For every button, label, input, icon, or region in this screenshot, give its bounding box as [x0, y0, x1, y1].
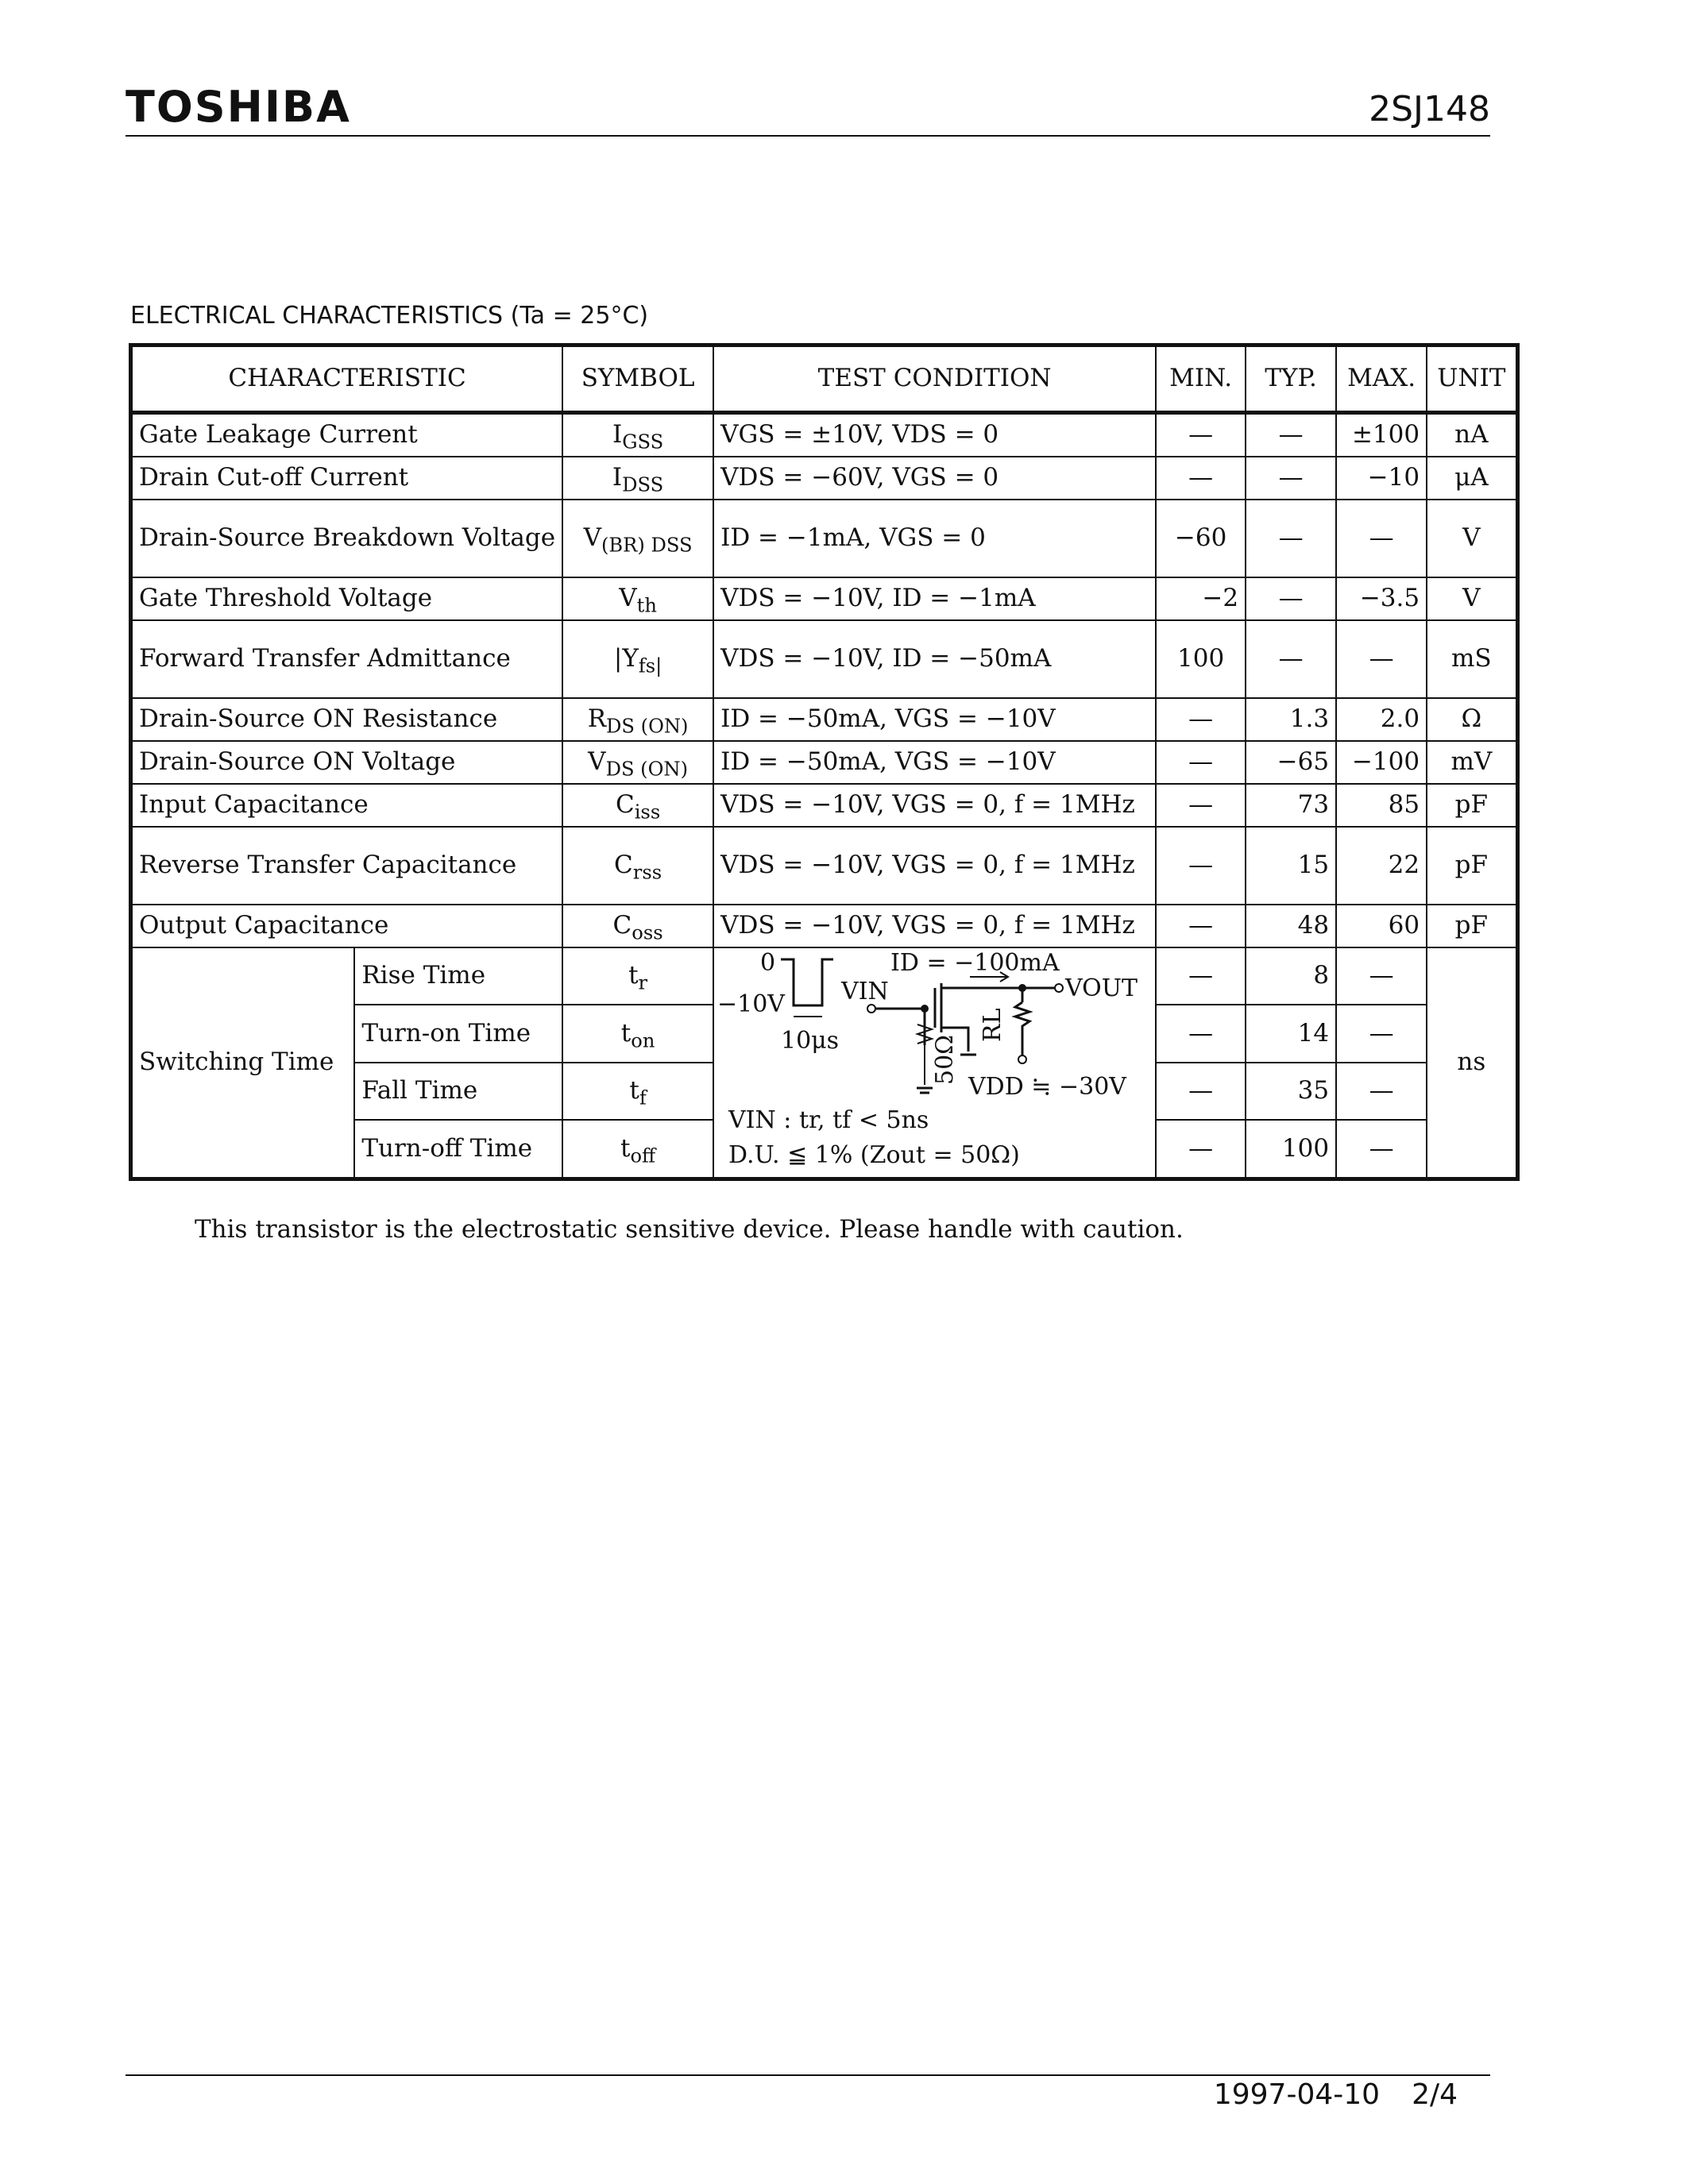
min-cell: — — [1156, 698, 1246, 741]
max-cell: — — [1336, 1063, 1427, 1120]
symbol-cell: $t_{off}$ — [562, 1120, 713, 1179]
footer-rule — [126, 2074, 1490, 2076]
circuit-label: 50Ω — [931, 1034, 960, 1085]
symbol-cell: $t_{on}$ — [562, 1005, 713, 1062]
min-cell: — — [1156, 413, 1246, 457]
unit-cell: nA — [1427, 413, 1517, 457]
circuit-label: VOUT — [1065, 974, 1138, 1002]
characteristic-cell: Output Capacitance — [131, 905, 563, 947]
table-header-row — [131, 345, 1518, 413]
characteristic-cell: Gate Leakage Current — [131, 413, 563, 457]
table-row — [131, 500, 1518, 577]
table-row — [131, 741, 1518, 784]
switching-name-cell: Turn-off Time — [354, 1120, 562, 1179]
switching-name-cell: Fall Time — [354, 1063, 562, 1120]
symbol-cell: $C_{rss}$ — [562, 827, 713, 905]
min-cell: — — [1156, 784, 1246, 827]
symbol-cell: $V_{th}$ — [562, 577, 713, 620]
typ-cell: — — [1246, 620, 1336, 698]
unit-cell: pF — [1427, 784, 1517, 827]
condition-cell: VDS = −10V, ID = −1mA — [713, 577, 1156, 620]
unit-cell: mV — [1427, 741, 1517, 784]
typ-cell: — — [1246, 577, 1336, 620]
max-cell: 85 — [1336, 784, 1427, 827]
min-cell: — — [1156, 947, 1246, 1005]
switching-name-cell: Rise Time — [354, 947, 562, 1005]
condition-cell: VDS = −10V, VGS = 0, f = 1MHz — [713, 784, 1156, 827]
typ-cell: 100 — [1246, 1120, 1336, 1179]
column-header: MIN. — [1156, 345, 1246, 413]
table-row — [131, 827, 1518, 905]
table-row — [131, 947, 1518, 1005]
typ-cell: 8 — [1246, 947, 1336, 1005]
symbol-cell: $|Y_{fs|}$ — [562, 620, 713, 698]
table-row — [131, 620, 1518, 698]
electrical-characteristics-table — [129, 343, 1520, 1181]
condition-cell: ID = −50mA, VGS = −10V — [713, 698, 1156, 741]
condition-cell: VDS = −10V, VGS = 0, f = 1MHz — [713, 827, 1156, 905]
circuit-label: 10μs — [781, 1027, 840, 1055]
column-header: CHARACTERISTIC — [131, 345, 563, 413]
characteristic-cell: Drain-Source ON Voltage — [131, 741, 563, 784]
footer — [1213, 2078, 1458, 2111]
typ-cell: 14 — [1246, 1005, 1336, 1062]
min-cell: — — [1156, 905, 1246, 947]
min-cell: — — [1156, 1120, 1246, 1179]
switching-group-label: Switching Time — [131, 947, 355, 1179]
min-cell: −60 — [1156, 500, 1246, 577]
unit-cell: V — [1427, 500, 1517, 577]
min-cell: −2 — [1156, 577, 1246, 620]
condition-cell: ID = −50mA, VGS = −10V — [713, 741, 1156, 784]
condition-cell: VDS = −10V, VGS = 0, f = 1MHz — [713, 905, 1156, 947]
characteristic-cell: Drain-Source ON Resistance — [131, 698, 563, 741]
unit-cell: mS — [1427, 620, 1517, 698]
table-row — [131, 905, 1518, 947]
characteristic-cell: Forward Transfer Admittance — [131, 620, 563, 698]
symbol-cell: $I_{DSS}$ — [562, 457, 713, 500]
characteristic-cell: Gate Threshold Voltage — [131, 577, 563, 620]
part-number: 2SJ148 — [1369, 89, 1490, 129]
unit-cell: Ω — [1427, 698, 1517, 741]
symbol-cell: $C_{oss}$ — [562, 905, 713, 947]
circuit-label: D.U. ≦ 1% (Zout = 50Ω) — [728, 1141, 1020, 1169]
brand-logo: TOSHIBA — [126, 82, 351, 132]
footer-date: 1997-04-10 — [1213, 2078, 1381, 2111]
typ-cell: 35 — [1246, 1063, 1336, 1120]
max-cell: −100 — [1336, 741, 1427, 784]
min-cell: — — [1156, 1005, 1246, 1062]
symbol-cell: $I_{GSS}$ — [562, 413, 713, 457]
symbol-cell: $t_r$ — [562, 947, 713, 1005]
circuit-label: VDD ≒ −30V — [968, 1073, 1127, 1101]
min-cell: — — [1156, 827, 1246, 905]
min-cell: 100 — [1156, 620, 1246, 698]
condition-cell: VDS = −10V, ID = −50mA — [713, 620, 1156, 698]
unit-cell: pF — [1427, 905, 1517, 947]
symbol-cell: $t_f$ — [562, 1063, 713, 1120]
typ-cell: 48 — [1246, 905, 1336, 947]
switching-name-cell: Turn-on Time — [354, 1005, 562, 1062]
table-row — [131, 413, 1518, 457]
circuit-label: VIN : tr, tf < 5ns — [728, 1106, 929, 1134]
column-header: SYMBOL — [562, 345, 713, 413]
caution-note: This transistor is the electrostatic sensitive device. Please handle with caution. — [195, 1215, 1184, 1244]
max-cell: — — [1336, 1005, 1427, 1062]
typ-cell: 15 — [1246, 827, 1336, 905]
max-cell: — — [1336, 620, 1427, 698]
condition-cell: ID = −1mA, VGS = 0 — [713, 500, 1156, 577]
circuit-label: −10V — [717, 990, 786, 1018]
section-title: ELECTRICAL CHARACTERISTICS (Ta = 25°C) — [130, 302, 649, 330]
column-header: MAX. — [1336, 345, 1427, 413]
typ-cell: — — [1246, 457, 1336, 500]
condition-cell: VDS = −60V, VGS = 0 — [713, 457, 1156, 500]
unit-cell: μA — [1427, 457, 1517, 500]
min-cell: — — [1156, 457, 1246, 500]
circuit-label: VIN — [841, 978, 889, 1005]
column-header: TEST CONDITION — [713, 345, 1156, 413]
typ-cell: 73 — [1246, 784, 1336, 827]
characteristic-cell: Drain Cut-off Current — [131, 457, 563, 500]
symbol-cell: $R_{DS (ON)}$ — [562, 698, 713, 741]
symbol-cell: $V_{DS (ON)}$ — [562, 741, 713, 784]
max-cell: −10 — [1336, 457, 1427, 500]
max-cell: 22 — [1336, 827, 1427, 905]
max-cell: — — [1336, 1120, 1427, 1179]
unit-cell: V — [1427, 577, 1517, 620]
typ-cell: — — [1246, 500, 1336, 577]
max-cell: −3.5 — [1336, 577, 1427, 620]
table-row — [131, 457, 1518, 500]
circuit-label: RL — [979, 1008, 1007, 1042]
max-cell: ±100 — [1336, 413, 1427, 457]
symbol-cell: $C_{iss}$ — [562, 784, 713, 827]
typ-cell: — — [1246, 413, 1336, 457]
header-rule — [126, 135, 1490, 137]
min-cell: — — [1156, 741, 1246, 784]
unit-cell: pF — [1427, 827, 1517, 905]
test-circuit-diagram — [713, 947, 1156, 1179]
symbol-cell: $V_{(BR) DSS}$ — [562, 500, 713, 577]
typ-cell: −65 — [1246, 741, 1336, 784]
table-row — [131, 577, 1518, 620]
footer-page: 2/4 — [1412, 2078, 1458, 2111]
characteristic-cell: Drain-Source Breakdown Voltage — [131, 500, 563, 577]
table-row — [131, 784, 1518, 827]
min-cell: — — [1156, 1063, 1246, 1120]
max-cell: 2.0 — [1336, 698, 1427, 741]
unit-cell: ns — [1427, 947, 1517, 1179]
column-header: TYP. — [1246, 345, 1336, 413]
table-row — [131, 698, 1518, 741]
max-cell: — — [1336, 500, 1427, 577]
circuit-label: ID = −100mA — [890, 949, 1060, 977]
max-cell: — — [1336, 947, 1427, 1005]
circuit-label: 0 — [760, 949, 776, 977]
characteristic-cell: Reverse Transfer Capacitance — [131, 827, 563, 905]
condition-cell: VGS = ±10V, VDS = 0 — [713, 413, 1156, 457]
characteristic-cell: Input Capacitance — [131, 784, 563, 827]
column-header: UNIT — [1427, 345, 1517, 413]
typ-cell: 1.3 — [1246, 698, 1336, 741]
max-cell: 60 — [1336, 905, 1427, 947]
